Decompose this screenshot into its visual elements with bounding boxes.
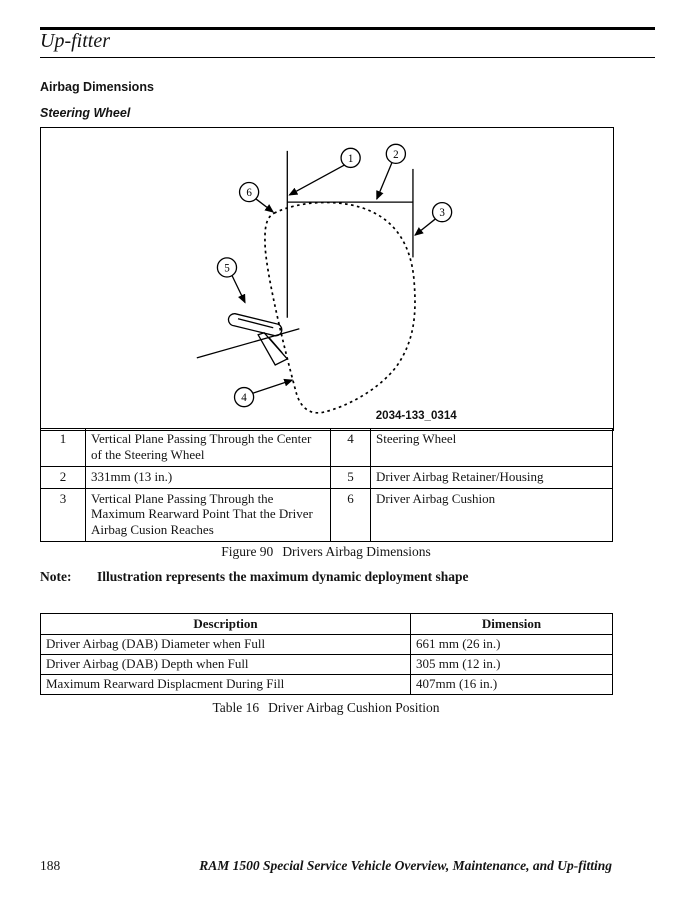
legend-key-text: Vertical Plane Passing Through the Maximum Rearward Point That the Driver Airbag Cusion Reaches <box>86 488 331 542</box>
legend-row <box>41 429 613 467</box>
airbag-figure <box>40 127 614 431</box>
legend-key-number: 4 <box>331 429 371 467</box>
note-text: Illustration represents the maximum dynamic deployment shape <box>97 569 469 584</box>
legend-key-text: Steering Wheel <box>371 429 613 467</box>
table-row <box>41 675 613 695</box>
dim-description-cell: Maximum Rearward Displacment During Fill <box>41 675 411 695</box>
page-number: 188 <box>40 858 61 873</box>
airbag-retainer-tab-inner-line <box>269 338 282 353</box>
legend-key-number: 2 <box>41 466 86 488</box>
legend-key-number: 6 <box>331 488 371 542</box>
legend-row <box>41 488 613 542</box>
airbag-retainer-shape <box>228 314 281 336</box>
header-rule-thin <box>40 57 655 58</box>
figure-image-code: 2034-133_0314 <box>375 410 457 423</box>
callout-5-number: 5 <box>224 262 230 275</box>
callout-2-arrow <box>377 163 392 199</box>
airbag-retainer-inner-line <box>238 319 273 328</box>
table-row <box>41 635 613 655</box>
footer-title: RAM 1500 Special Service Vehicle Overview, Maintenance, and Up-fitting <box>199 858 612 873</box>
callout-1-arrow <box>289 165 344 195</box>
callout-4-arrow <box>253 380 292 393</box>
airbag-retainer-tab <box>258 333 287 365</box>
page-footer <box>40 858 612 874</box>
airbag-diagram <box>41 128 613 430</box>
page-header-title: Up-fitter <box>40 30 110 52</box>
figure-legend-table <box>40 428 613 542</box>
figure-caption <box>40 544 612 560</box>
callout-6-number: 6 <box>246 187 252 200</box>
dim-table-header-dimension: Dimension <box>411 614 613 635</box>
figure-caption-text: Drivers Airbag Dimensions <box>282 544 431 559</box>
table-caption-text: Driver Airbag Cushion Position <box>268 700 440 715</box>
table-caption-label: Table 16 <box>212 700 260 715</box>
steering-wheel-plane-line <box>197 329 300 358</box>
callout-1-number: 1 <box>347 152 354 165</box>
section-heading: Airbag Dimensions <box>40 80 154 94</box>
legend-key-number: 5 <box>331 466 371 488</box>
note <box>40 569 469 585</box>
callout-5-arrow <box>232 275 245 302</box>
legend-key-number: 1 <box>41 429 86 467</box>
dim-value-cell: 661 mm (26 in.) <box>411 635 613 655</box>
dim-value-cell: 305 mm (12 in.) <box>411 655 613 675</box>
dim-table-header-row <box>41 614 613 635</box>
legend-row <box>41 466 613 488</box>
airbag-dimension-table <box>40 613 613 695</box>
callout-3-number: 3 <box>439 207 445 220</box>
callout-3-arrow <box>415 219 435 235</box>
legend-key-text: 331mm (13 in.) <box>86 466 331 488</box>
legend-key-text: Vertical Plane Passing Through the Center of the Steering Wheel <box>86 429 331 467</box>
callout-markers <box>217 144 451 406</box>
legend-key-text: Driver Airbag Retainer/Housing <box>371 466 613 488</box>
callout-6-arrow <box>256 199 273 212</box>
dim-description-cell: Driver Airbag (DAB) Diameter when Full <box>41 635 411 655</box>
dim-table-header-description: Description <box>41 614 411 635</box>
figure-caption-label: Figure 90 <box>221 544 274 559</box>
dim-value-cell: 407mm (16 in.) <box>411 675 613 695</box>
legend-key-text: Driver Airbag Cushion <box>371 488 613 542</box>
legend-key-number: 3 <box>41 488 86 542</box>
header-rule-thick <box>40 27 655 30</box>
table-row <box>41 655 613 675</box>
table-caption <box>40 700 612 716</box>
subsection-heading: Steering Wheel <box>40 106 131 120</box>
note-label: Note: <box>40 569 72 584</box>
dim-description-cell: Driver Airbag (DAB) Depth when Full <box>41 655 411 675</box>
callout-4-number: 4 <box>241 392 247 405</box>
callout-2-number: 2 <box>393 148 399 161</box>
